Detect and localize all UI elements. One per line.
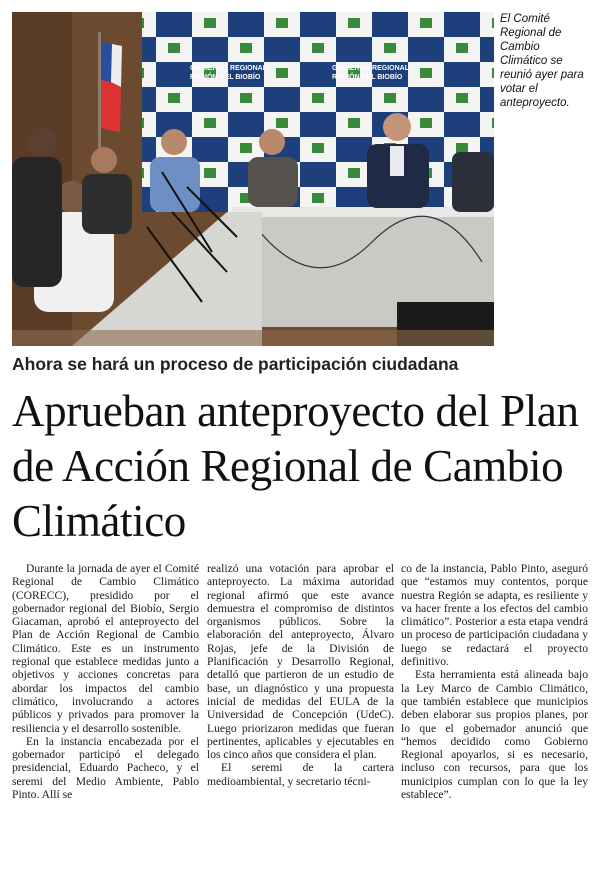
headline: Aprueban anteproyecto del Plan de Acción Regional de Cambio Climático: [12, 386, 579, 546]
paragraph: Esta herramienta está alineada bajo la Ley Marco de Cambio Climático, que también establece que municipios deben elaborar sus propios planes, por lo que el gobernador anunció que “hemos decidido como Gobierno Regional apoyarlos, si es necesario, incluso con recursos, para que los municipios cumplan con lo que la ley establece”.: [401, 668, 588, 802]
paragraph: El seremi de la cartera medioambiental, y secretario técni-: [207, 761, 394, 788]
body-column-2: [207, 562, 394, 788]
body-column-1: [12, 562, 199, 801]
backdrop-label: GOBIERNO REGIONAL: [190, 65, 268, 72]
paragraph: Durante la jornada de ayer el Comité Regional de Cambio Climático (CORECC), presidido por el gobernador regional del Biobío, Sergio Giacaman, aprobó el anteproyecto del Plan de Acción Regional de Cambio Climático. Este es un instrumento regional que establece medidas junto a objetivos y acciones concretas para abordar los impactos del cambio climático, involucrando a actores públicos y privados para promover la resiliencia y el desarrollo sostenible.: [12, 562, 199, 735]
news-photo: [12, 12, 494, 346]
meeting-photo-illustration: [12, 12, 494, 346]
paragraph: realizó una votación para aprobar el anteproyecto. La máxima autoridad regional afirmó que este avance demuestra el compromiso de distintos organismos públicos. Sobre la elaboración del anteproyecto, Álvaro Rojas, jefe de la División de Planificación y Desarrollo Regional, detalló que partieron de un estudio de base, un diagnóstico y una propuesta inicial de medidas del EULA de la Universidad de Concepción (UdeC). Luego priorizaron medidas que fueran pertinentes, aplicables y ejecutables en los cinco años que considera el plan.: [207, 562, 394, 762]
backdrop-label: REGIÓN DEL BIOBÍO: [190, 74, 261, 81]
backdrop-label: GOBIERNO REGIONAL: [332, 65, 410, 72]
photo-caption: El Comité Regional de Cambio Climático se reunió ayer para votar el anteproyecto.: [500, 13, 584, 109]
paragraph: co de la instancia, Pablo Pinto, aseguró que “estamos muy contentos, porque nuestra Región se adapta, es resiliente y va hacer frente a los efectos del cambio climático”. Posterior a esta etapa vendrá un proceso de participación ciudadana y luego se redactará el proyecto definitivo.: [401, 562, 588, 669]
paragraph: En la instancia encabezada por el gobernador participó el delegado presidencial, Eduardo Pacheco, y el seremi del Medio Ambiente, Pablo Pinto. Allí se: [12, 734, 199, 802]
body-column-3: [401, 562, 588, 801]
backdrop-label: REGIÓN DEL BIOBÍO: [332, 74, 403, 81]
kicker: Ahora se hará un proceso de participación ciudadana: [12, 354, 459, 374]
